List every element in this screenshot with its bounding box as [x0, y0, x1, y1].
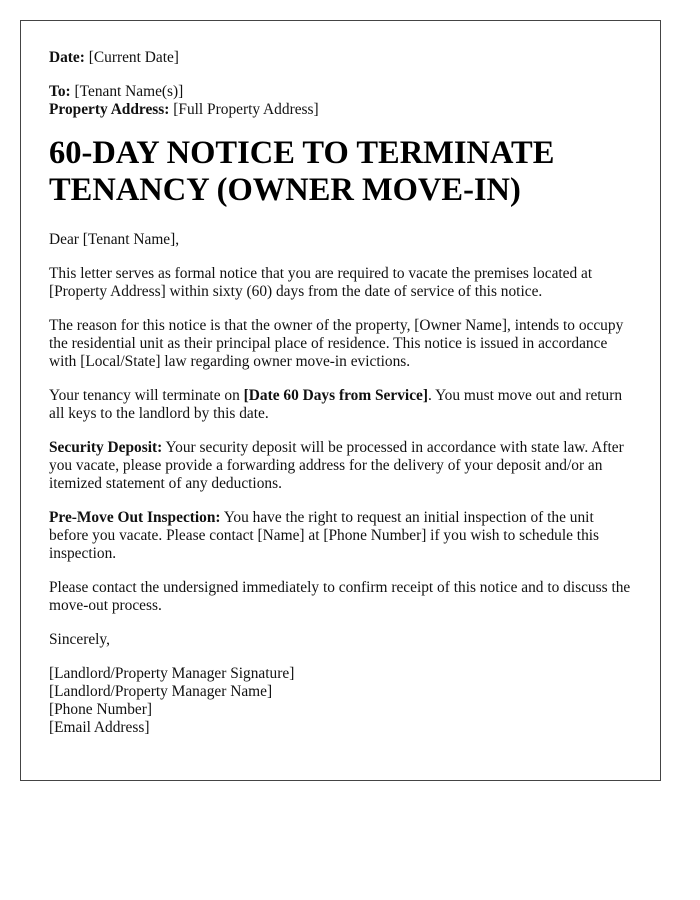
termination-paragraph — [49, 387, 632, 423]
to-label: To: — [49, 83, 71, 100]
security-deposit-label: Security Deposit: — [49, 439, 163, 456]
security-deposit-text: Your security deposit will be processed in accordance with state law. After you vacate, please provide a forwarding address for the delivery of your deposit and/or an itemized statement of any deductions. — [49, 439, 624, 492]
signer-email-line: [Email Address] — [49, 719, 150, 736]
letter-document — [20, 20, 661, 781]
signer-name-line: [Landlord/Property Manager Name] — [49, 683, 273, 700]
property-address-line — [49, 101, 632, 119]
property-address-value: [Full Property Address] — [173, 101, 319, 118]
date-value: [Current Date] — [88, 49, 179, 66]
date-line — [49, 49, 632, 67]
signer-phone-line: [Phone Number] — [49, 701, 153, 718]
notice-paragraph: This letter serves as formal notice that you are required to vacate the premises located at [Property Address] within sixty (60) days from the date of service of this notice. — [49, 265, 593, 300]
inspection-text: You have the right to request an initial inspection of the unit before you vacate. Please contact [Name] at [Phone Number] if you wish to schedule this inspection. — [49, 509, 600, 562]
salutation: Dear [Tenant Name], — [49, 231, 180, 248]
date-label: Date: — [49, 49, 85, 66]
property-address-label: Property Address: — [49, 101, 170, 118]
reason-paragraph: The reason for this notice is that the owner of the property, [Owner Name], intends to occupy the residential unit as their principal place of residence. This notice is issued in accordance with [Local/State] law regarding owner move-in evictions. — [49, 317, 624, 370]
signature-line: [Landlord/Property Manager Signature] — [49, 665, 295, 682]
termination-suffix: . You must move out and return all keys to the landlord by this date. — [49, 387, 623, 422]
inspection-paragraph — [49, 509, 632, 563]
termination-prefix: Your tenancy will terminate on — [49, 387, 244, 404]
signature-block — [49, 665, 632, 737]
inspection-label: Pre-Move Out Inspection: — [49, 509, 221, 526]
to-value: [Tenant Name(s)] — [74, 83, 184, 100]
termination-date: [Date 60 Days from Service] — [243, 387, 428, 404]
closing: Sincerely, — [49, 631, 110, 648]
security-deposit-paragraph — [49, 439, 632, 493]
document-title: 60-DAY NOTICE TO TERMINATE TENANCY (OWNER MOVE-IN) — [49, 135, 555, 208]
contact-paragraph: Please contact the undersigned immediately to confirm receipt of this notice and to discuss the move-out process. — [49, 579, 631, 614]
recipient-line — [49, 83, 632, 101]
